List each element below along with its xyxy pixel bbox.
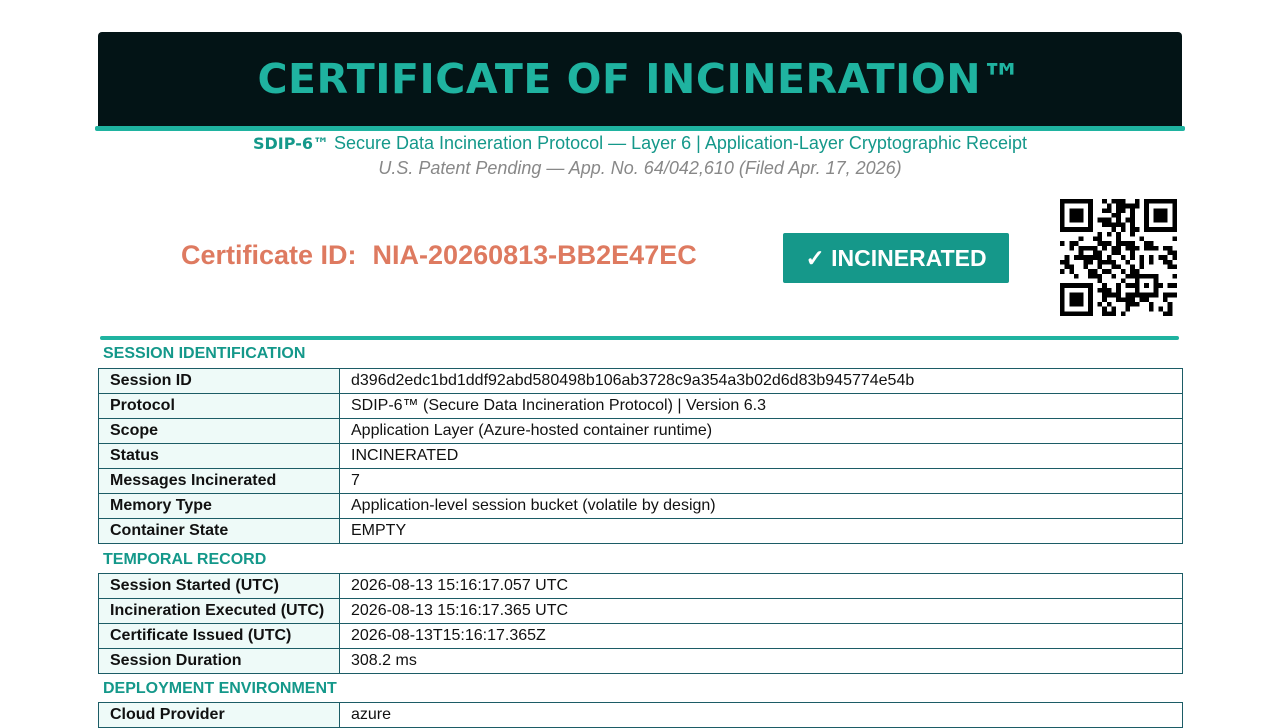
certificate-banner: [98, 32, 1182, 126]
row-value: 2026-08-13 15:16:17.365 UTC: [340, 599, 1183, 624]
temporal-record-table: [98, 573, 1183, 674]
table-row: [99, 574, 1183, 599]
deployment-environment-table: [98, 702, 1183, 728]
row-value: Application-level session bucket (volatile by design): [340, 494, 1183, 519]
row-key: Session Started (UTC): [99, 574, 340, 599]
row-key: Incineration Executed (UTC): [99, 599, 340, 624]
banner-underline: [95, 126, 1185, 131]
table-row: [99, 599, 1183, 624]
row-value: d396d2edc1bd1ddf92abd580498b106ab3728c9a354a3b02d6d83b945774e54b: [340, 369, 1183, 394]
certificate-id: [181, 240, 697, 271]
row-key: Session ID: [99, 369, 340, 394]
table-row: [99, 469, 1183, 494]
row-value: INCINERATED: [340, 444, 1183, 469]
table-row: [99, 419, 1183, 444]
row-value: SDIP-6™ (Secure Data Incineration Protocol) | Version 6.3: [340, 394, 1183, 419]
patent-notice: U.S. Patent Pending — App. No. 64/042,610 (Filed Apr. 17, 2026): [378, 158, 902, 178]
row-key: Container State: [99, 519, 340, 544]
row-key: Cloud Provider: [99, 703, 340, 728]
row-value: azure: [340, 703, 1183, 728]
row-value: 7: [340, 469, 1183, 494]
deployment-environment-heading: DEPLOYMENT ENVIRONMENT: [103, 680, 337, 697]
row-key: Messages Incinerated: [99, 469, 340, 494]
protocol-brand: SDIP-6™: [252, 134, 329, 153]
row-value: 308.2 ms: [340, 649, 1183, 674]
table-row: [99, 369, 1183, 394]
row-value: 2026-08-13 15:16:17.057 UTC: [340, 574, 1183, 599]
table-row: [99, 444, 1183, 469]
row-value: Application Layer (Azure-hosted container runtime): [340, 419, 1183, 444]
row-key: Certificate Issued (UTC): [99, 624, 340, 649]
incinerated-status-badge: ✓ INCINERATED: [783, 233, 1009, 283]
row-key: Memory Type: [99, 494, 340, 519]
row-value: EMPTY: [340, 519, 1183, 544]
table-row: [99, 494, 1183, 519]
table-row: [99, 703, 1183, 728]
qr-code-icon: [1060, 199, 1177, 316]
row-key: Session Duration: [99, 649, 340, 674]
table-row: [99, 519, 1183, 544]
certificate-id-label: Certificate ID:: [181, 240, 357, 270]
row-key: Status: [99, 444, 340, 469]
certificate-id-value: NIA-20260813-BB2E47EC: [372, 240, 697, 270]
session-identification-heading: SESSION IDENTIFICATION: [103, 345, 306, 362]
table-row: [99, 624, 1183, 649]
temporal-record-heading: TEMPORAL RECORD: [103, 551, 267, 568]
row-value: 2026-08-13T15:16:17.365Z: [340, 624, 1183, 649]
protocol-description: Secure Data Incineration Protocol — Layer 6 | Application-Layer Cryptographic Receipt: [328, 133, 1028, 153]
row-key: Protocol: [99, 394, 340, 419]
session-identification-table: [98, 368, 1183, 544]
table-row: [99, 394, 1183, 419]
table-row: [99, 649, 1183, 674]
protocol-line: [0, 133, 1280, 154]
certificate-title: CERTIFICATE OF INCINERATION™: [257, 55, 1023, 103]
section-divider: [100, 336, 1179, 340]
row-key: Scope: [99, 419, 340, 444]
